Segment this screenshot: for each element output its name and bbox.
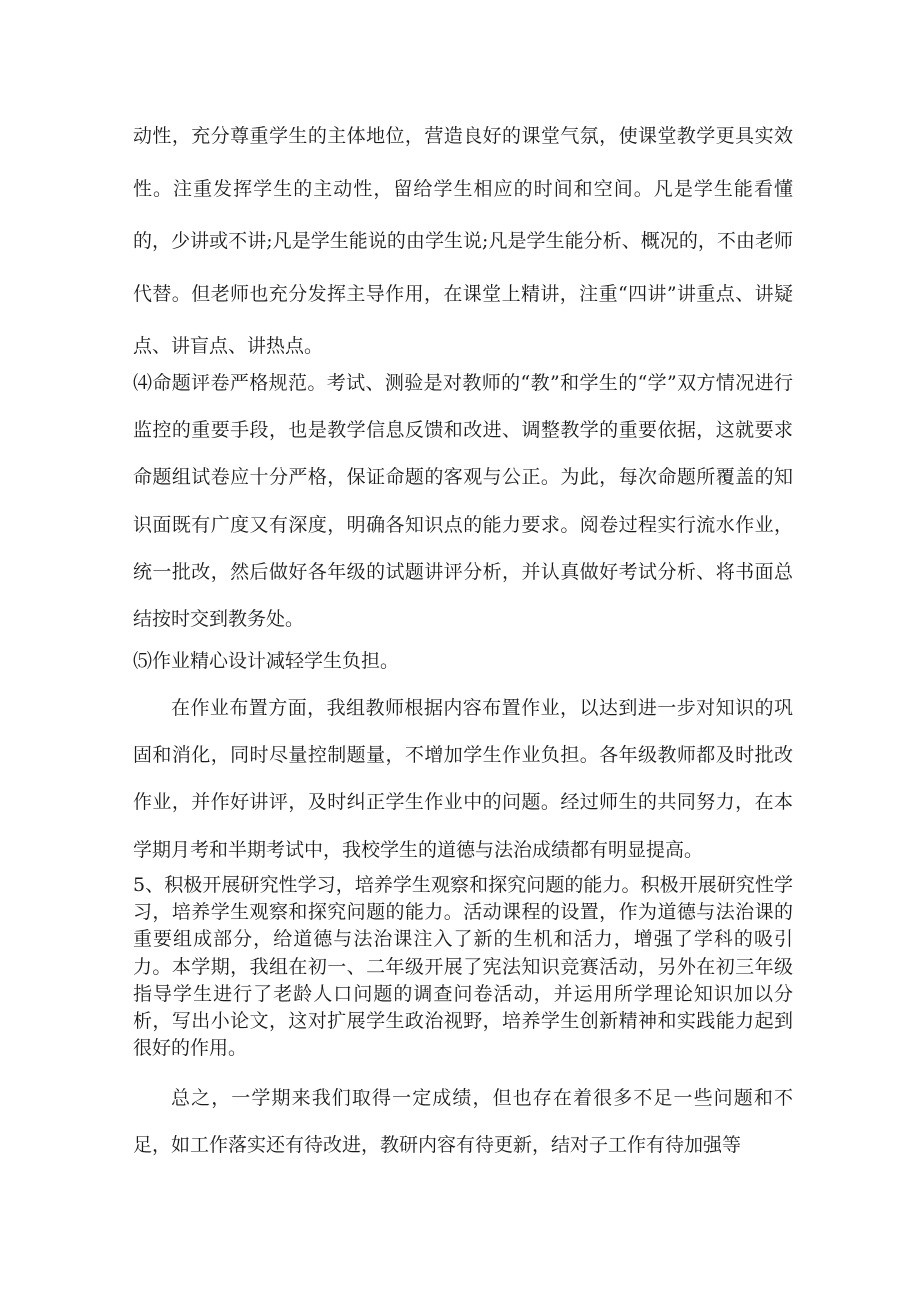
paragraph-summary: 总之，一学期来我们取得一定成绩，但也存在着很多不足一些问题和不足，如工作落实还有待改进，教研内容有待更新，结对子工作有待加强等	[133, 1087, 793, 1157]
paragraph-exam-standards: ⑷命题评卷严格规范。考试、测验是对教师的“教”和学生的“学”双方情况进行监控的重要手段，也是教学信息反馈和改进、调整教学的重要依据，这就要求命题组试卷应十分严格，保证命题的客观与公正。为此，每次命题所覆盖的知识面既有广度又有深度，明确各知识点的能力要求。阅卷过程实行流水作业，统一批改，然后做好各年级的试题讲评分析，并认真做好考试分析、将书面总结按时交到教务处。	[133, 372, 793, 631]
paragraph-research-learning: 5、积极开展研究性学习，培养学生观察和探究问题的能力。积极开展研究性学习，培养学生观察和探究问题的能力。活动课程的设置，作为道德与法治课的重要组成部分，给道德与法治课注入了新的生机和活力，增强了学科的吸引力。本学期，我组在初一、二年级开展了宪法知识竞赛活动，另外在初三年级指导学生进行了老龄人口问题的调查问卷活动，并运用所学理论知识加以分析，写出小论文，这对扩展学生政治视野，培养学生创新精神和实践能力起到很好的作用。	[133, 874, 793, 1060]
paragraph-homework: 在作业布置方面，我组教师根据内容布置作业，以达到进一步对知识的巩固和消化，同时尽量控制题量，不增加学生作业负担。各年级教师都及时批改作业，并作好讲评，及时纠正学生作业中的问题。经过师生的共同努力，在本学期月考和半期考试中，我校学生的道德与法治成绩都有明显提高。	[133, 697, 793, 861]
paragraph-classroom-teaching: 动性，充分尊重学生的主体地位，营造良好的课堂气氛，使课堂教学更具实效性。注重发挥学生的主动性，留给学生相应的时间和空间。凡是学生能看懂的，少讲或不讲;凡是学生能说的由学生说;凡是学生能分析、概况的，不由老师代替。但老师也充分发挥主导作用，在课堂上精讲，注重“四讲”讲重点、讲疑点、讲盲点、讲热点。	[133, 125, 793, 357]
heading-homework-design: ⑸作业精心设计减轻学生负担。	[133, 650, 400, 672]
